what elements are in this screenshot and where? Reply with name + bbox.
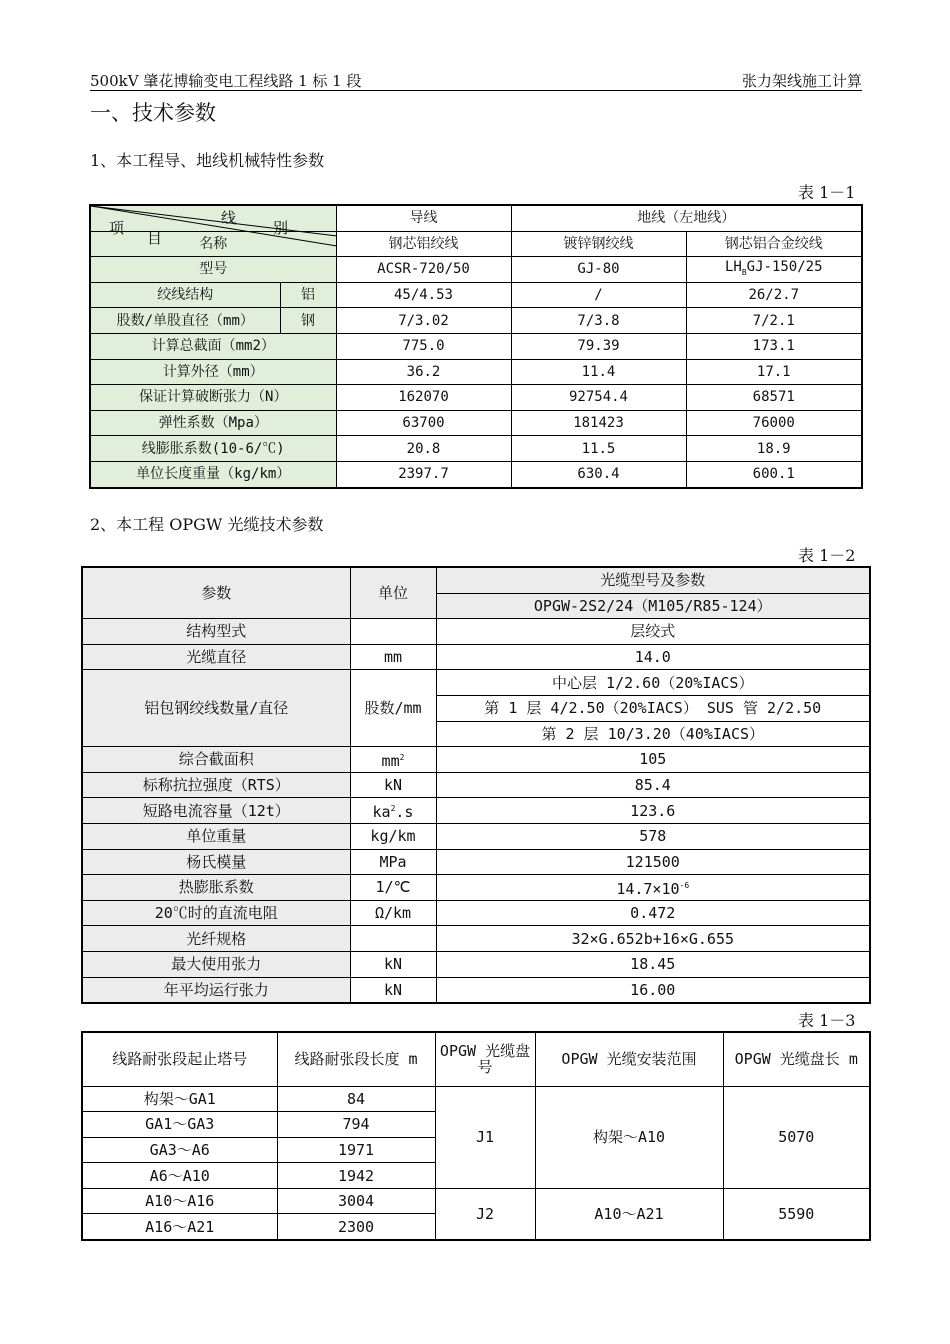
subsection-2-title: 2、本工程 OPGW 光缆技术参数: [90, 515, 324, 534]
cell: kN: [350, 951, 436, 977]
header-model: 光缆型号及参数: [436, 567, 870, 593]
row-label: 综合截面积: [82, 747, 350, 773]
table-row: [82, 849, 870, 875]
cell: ACSR-720/50: [336, 257, 511, 283]
table-row: [82, 772, 870, 798]
cell: 股数/mm: [350, 670, 436, 747]
cell: /: [511, 282, 686, 308]
cell: kN: [350, 772, 436, 798]
table-row: [82, 644, 870, 670]
cell: MPa: [350, 849, 436, 875]
header-param: 参数: [82, 567, 350, 619]
row-label: 热膨胀系数: [82, 875, 350, 901]
table-row: [82, 926, 870, 952]
row-label: 保证计算破断张力（N）: [90, 385, 336, 411]
table-row: [90, 282, 862, 308]
cell: [350, 619, 436, 645]
diag-label-xian: 线: [221, 209, 237, 227]
cell: 123.6: [436, 798, 870, 824]
cell: 3004: [277, 1188, 435, 1214]
cell: 钢芯铝合金绞线: [686, 231, 862, 257]
table-row: [82, 670, 870, 696]
cell: A6～A10: [82, 1163, 277, 1189]
row-label: 型号: [90, 257, 336, 283]
row-label: 杨氏模量: [82, 849, 350, 875]
cell: 18.45: [436, 951, 870, 977]
cell: 1/℃: [350, 875, 436, 901]
cell: GJ-80: [511, 257, 686, 283]
cell: 构架～GA1: [82, 1086, 277, 1112]
cell: GA3～A6: [82, 1137, 277, 1163]
cell: 92754.4: [511, 385, 686, 411]
header-length: 线路耐张段长度 m: [277, 1032, 435, 1086]
cell: 162070: [336, 385, 511, 411]
cell: 1971: [277, 1137, 435, 1163]
table-row: [90, 257, 862, 283]
cell: kN: [350, 977, 436, 1003]
cell: 85.4: [436, 772, 870, 798]
cell: A16～A21: [82, 1214, 277, 1240]
cell: 2300: [277, 1214, 435, 1240]
diag-label-xiang: 项: [109, 219, 125, 237]
table-row: [90, 359, 862, 385]
strand-structure-label: 绞线结构: [90, 282, 280, 308]
cell: 构架～A10: [535, 1086, 723, 1188]
cell: 第 2 层 10/3.20（40%IACS）: [436, 721, 870, 747]
row-label: 光纤规格: [82, 926, 350, 952]
header-conductor: 导线: [336, 205, 511, 231]
cell: 7/3.8: [511, 308, 686, 334]
row-label: 单位长度重量（kg/km）: [90, 461, 336, 487]
table-row: [82, 875, 870, 901]
cell: 中心层 1/2.60（20%IACS）: [436, 670, 870, 696]
cell: 630.4: [511, 461, 686, 487]
table-row: [82, 823, 870, 849]
cell: 镀锌钢绞线: [511, 231, 686, 257]
cell: 84: [277, 1086, 435, 1112]
cell: 79.39: [511, 333, 686, 359]
header-model-name: OPGW-2S2/24（M105/R85-124）: [436, 593, 870, 619]
row-label: 光缆直径: [82, 644, 350, 670]
cell: 68571: [686, 385, 862, 411]
cell: 1942: [277, 1163, 435, 1189]
table-row: [90, 436, 862, 462]
cell: J1: [435, 1086, 535, 1188]
cell: 105: [436, 747, 870, 773]
cell: $14.7\times 10^{-6}$: [436, 875, 870, 901]
header-unit: 单位: [350, 567, 436, 619]
row-label: 20℃时的直流电阻: [82, 900, 350, 926]
cell: 17.1: [686, 359, 862, 385]
cell: 第 1 层 4/2.50（20%IACS） SUS 管 2/2.50: [436, 695, 870, 721]
diag-label-bie: 别: [273, 219, 289, 237]
row-label: 名称: [90, 231, 336, 257]
header-topic: 张力架线施工计算: [741, 72, 862, 90]
cell: 18.9: [686, 436, 862, 462]
cell: 2397.7: [336, 461, 511, 487]
strand-count-label: 股数/单股直径（mm）: [90, 308, 280, 334]
page-header: [90, 68, 862, 91]
cell: 7/2.1: [686, 308, 862, 334]
cell: 121500: [436, 849, 870, 875]
cell: Ω/km: [350, 900, 436, 926]
cell: 11.4: [511, 359, 686, 385]
header-project: 500kV 肇花博输变电工程线路 1 标 1 段: [90, 72, 362, 90]
cell: $mm^2$: [350, 747, 436, 773]
cell: 173.1: [686, 333, 862, 359]
table-3-caption: 表 1－3: [798, 1011, 856, 1030]
cell: kg/km: [350, 823, 436, 849]
row-label: 标称抗拉强度（RTS）: [82, 772, 350, 798]
row-label: 年平均运行张力: [82, 977, 350, 1003]
table-row: [90, 308, 862, 334]
table-row: [90, 385, 862, 411]
cell: 600.1: [686, 461, 862, 487]
cell: 11.5: [511, 436, 686, 462]
cell: 32×G.652b+16×G.655: [436, 926, 870, 952]
header-segment: 线路耐张段起止塔号: [82, 1032, 277, 1086]
cell: 26/2.7: [686, 282, 862, 308]
row-label: 短路电流容量（12t）: [82, 798, 350, 824]
cell: 14.0: [436, 644, 870, 670]
cell: A10～A16: [82, 1188, 277, 1214]
row-label: 弹性系数（Mpa）: [90, 410, 336, 436]
table-row: [90, 410, 862, 436]
row-label: 结构型式: [82, 619, 350, 645]
table-row: [82, 900, 870, 926]
cell: 7/3.02: [336, 308, 511, 334]
table-row: [82, 1086, 870, 1112]
cell: 5070: [723, 1086, 870, 1188]
row-label: 线膨胀系数(10-6/℃): [90, 436, 336, 462]
row-label: 最大使用张力: [82, 951, 350, 977]
table-row: [82, 619, 870, 645]
table-2-caption: 表 1－2: [798, 546, 856, 565]
row-label: 铝包钢绞线数量/直径: [82, 670, 350, 747]
cell: 20.8: [336, 436, 511, 462]
cell: 0.472: [436, 900, 870, 926]
cell: 16.00: [436, 977, 870, 1003]
cell: 层绞式: [436, 619, 870, 645]
aluminum-label: 铝: [280, 282, 336, 308]
cell: 578: [436, 823, 870, 849]
cell: 45/4.53: [336, 282, 511, 308]
cell: 794: [277, 1112, 435, 1138]
header-reel-no: OPGW 光缆盘号: [435, 1032, 535, 1086]
table-opgw-segments: [81, 1031, 871, 1241]
cell: A10～A21: [535, 1188, 723, 1240]
cell: GA1～GA3: [82, 1112, 277, 1138]
table-row: [90, 461, 862, 487]
table-row: [82, 747, 870, 773]
header-ground-wire: 地线（左地线）: [511, 205, 862, 231]
table-conductor-params: [89, 204, 863, 489]
cell: J2: [435, 1188, 535, 1240]
cell: $LH_BGJ-150/25$: [686, 257, 862, 283]
cell: 钢芯铝绞线: [336, 231, 511, 257]
row-label: 计算外径（mm）: [90, 359, 336, 385]
row-label: 单位重量: [82, 823, 350, 849]
subsection-1-title: 1、本工程导、地线机械特性参数: [90, 151, 325, 170]
table-row: [90, 333, 862, 359]
cell: 775.0: [336, 333, 511, 359]
header-reel-length: OPGW 光缆盘长 m: [723, 1032, 870, 1086]
cell: $ka^2.s$: [350, 798, 436, 824]
table-row: [82, 1188, 870, 1214]
cell: mm: [350, 644, 436, 670]
table-row: [82, 798, 870, 824]
cell: 63700: [336, 410, 511, 436]
header-install-range: OPGW 光缆安装范围: [535, 1032, 723, 1086]
diag-label-mu: 目: [147, 229, 163, 247]
row-label: 计算总截面（mm2）: [90, 333, 336, 359]
cell: 76000: [686, 410, 862, 436]
cell: 36.2: [336, 359, 511, 385]
table-1-caption: 表 1－1: [798, 183, 856, 202]
table-row: [82, 977, 870, 1003]
cell: [350, 926, 436, 952]
steel-label: 钢: [280, 308, 336, 334]
cell: 5590: [723, 1188, 870, 1240]
section-title: 一、技术参数: [90, 101, 216, 125]
table-opgw-params: [81, 566, 871, 1004]
table-row: [82, 951, 870, 977]
cell: 181423: [511, 410, 686, 436]
